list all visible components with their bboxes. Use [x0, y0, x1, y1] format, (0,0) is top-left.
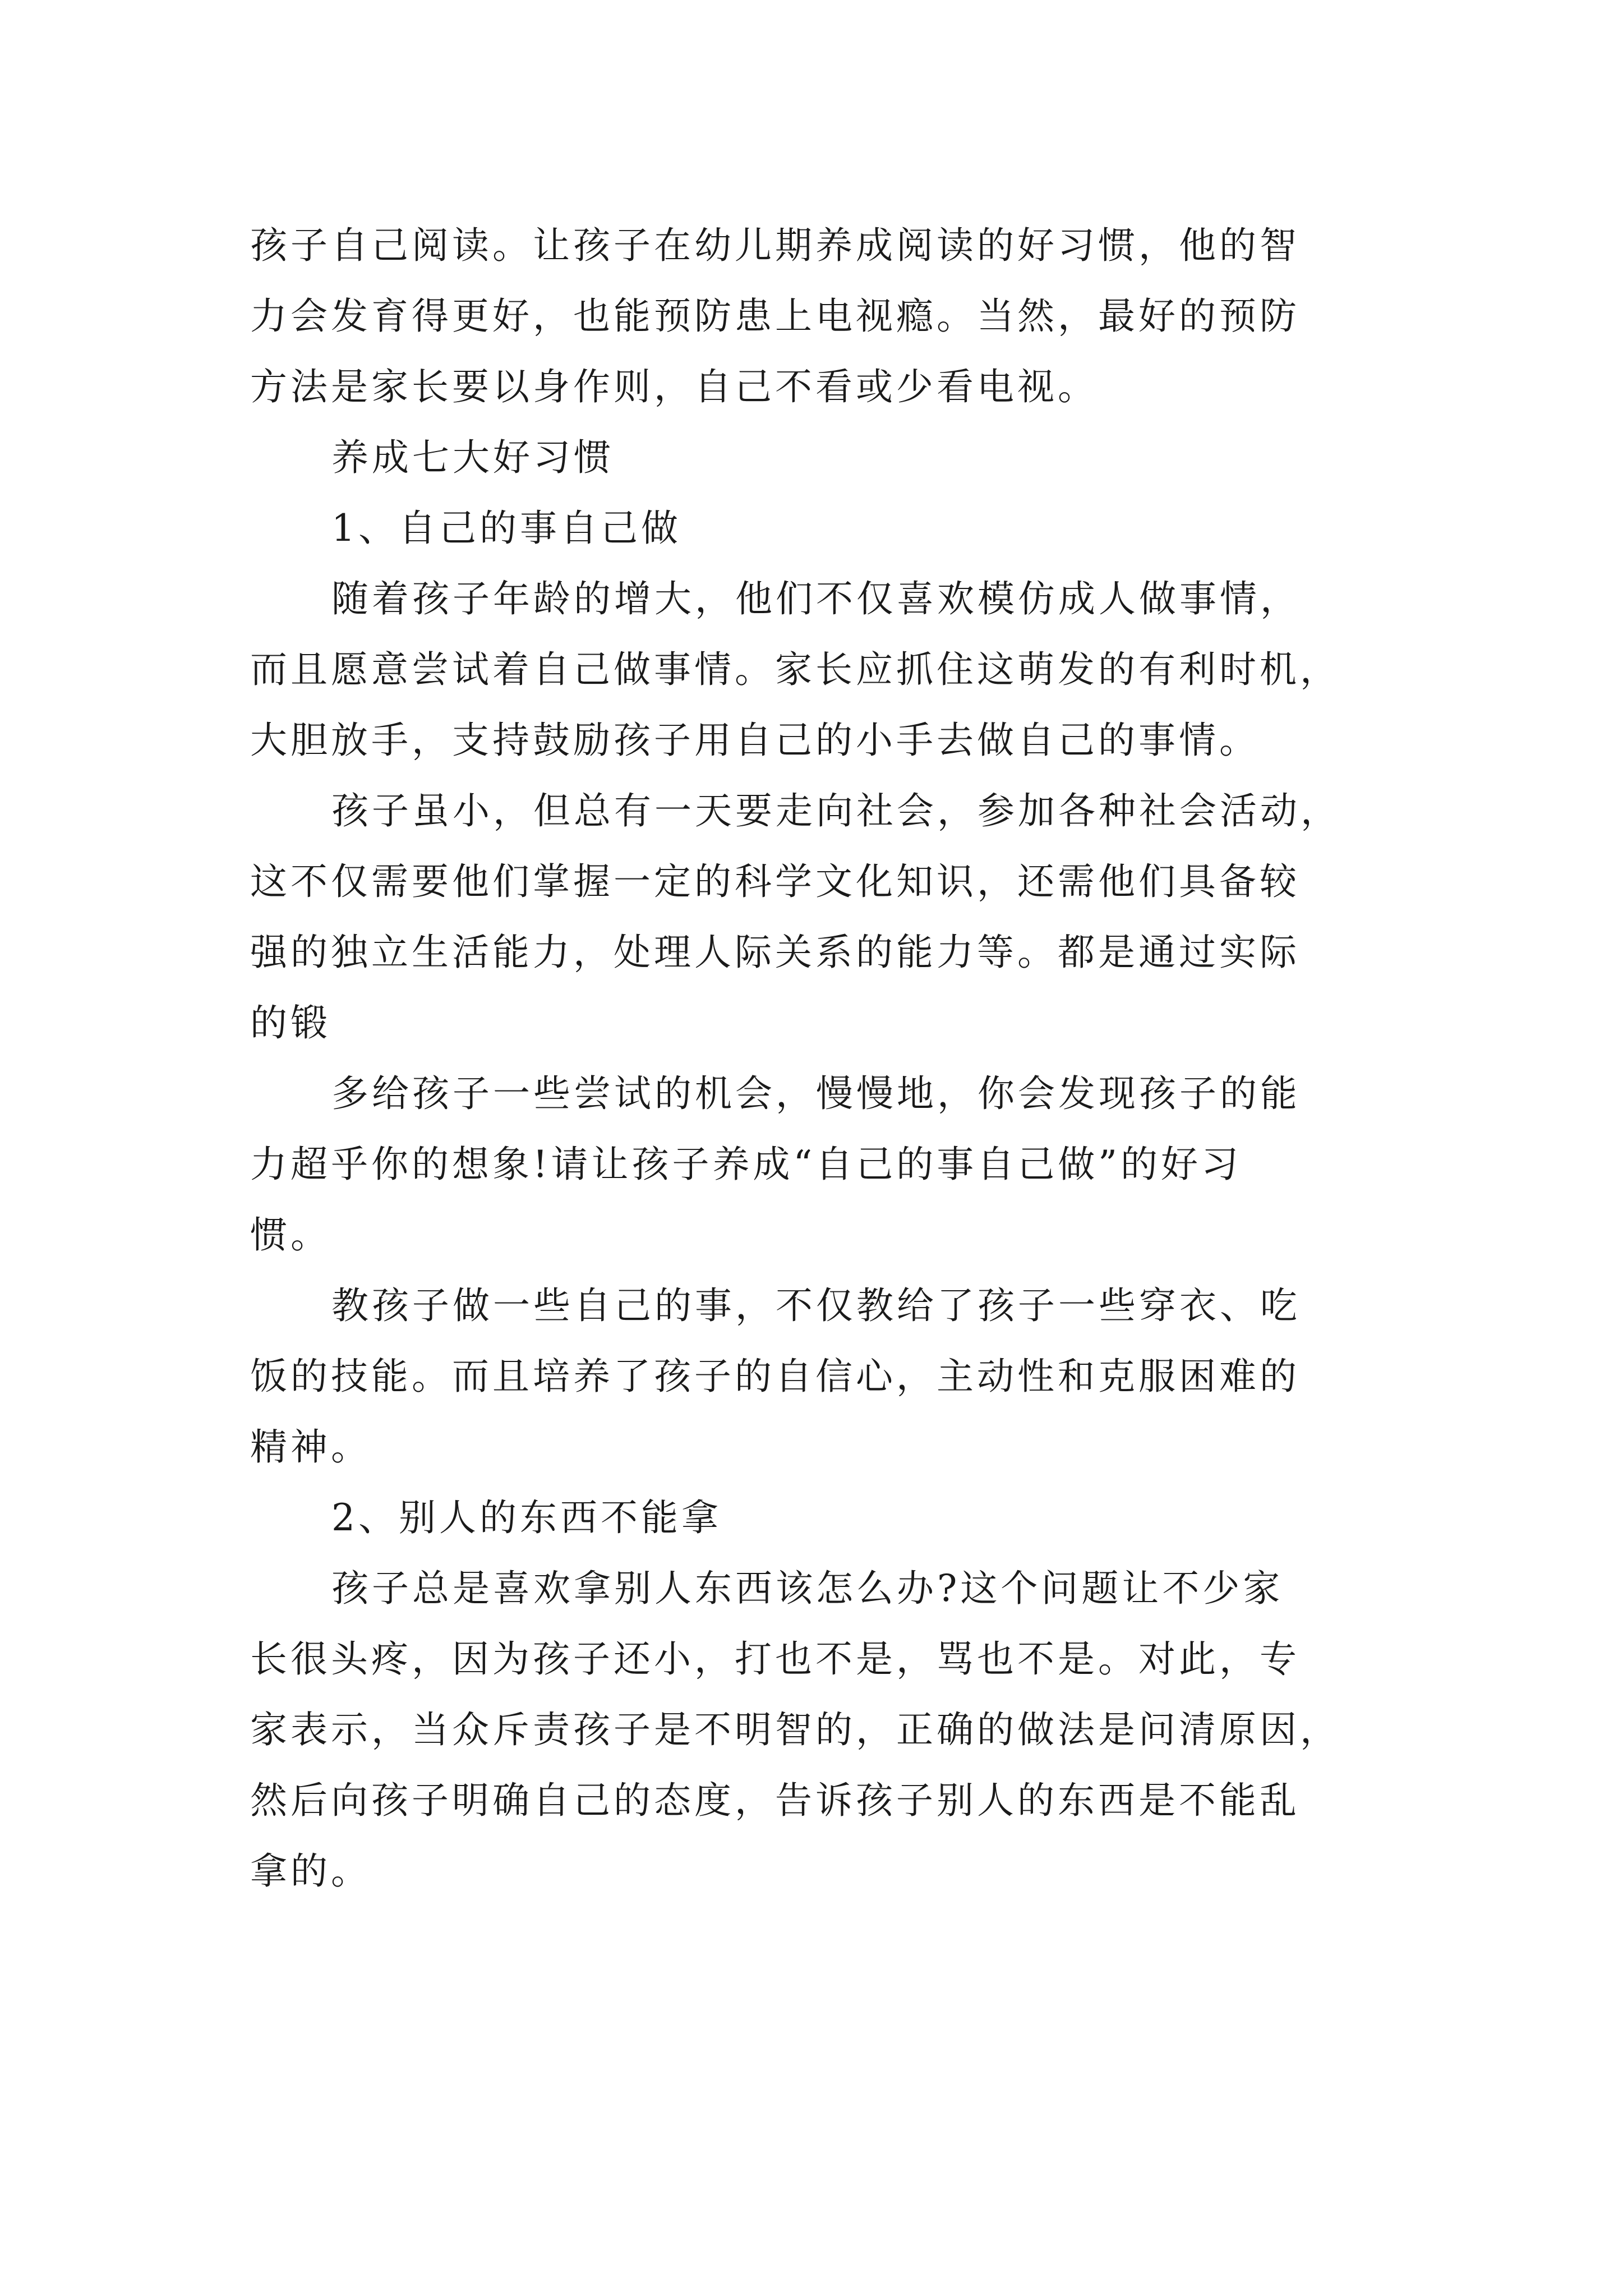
text-line: 力超乎你的想象!请让孩子养成“自己的事自己做”的好习: [250, 1143, 1242, 1186]
text-line: 孩子自己阅读。让孩子在幼儿期养成阅读的好习惯，他的智: [250, 224, 1300, 267]
text-line: 强的独立生活能力，处理人际关系的能力等。都是通过实际: [250, 931, 1300, 974]
paragraph: [250, 1271, 1389, 1483]
text-line: 饭的技能。而且培养了孩子的自信心，主动性和克服困难的: [250, 1355, 1300, 1398]
paragraph-continued: [250, 210, 1389, 422]
text-line: 多给孩子一些尝试的机会，慢慢地，你会发现孩子的能: [331, 1072, 1301, 1115]
heading-text: 养成七大好习惯: [331, 436, 614, 479]
text-line: 教孩子做一些自己的事，不仅教给了孩子一些穿衣、吃: [331, 1284, 1301, 1327]
heading-text: 2、别人的东西不能拿: [331, 1496, 722, 1539]
text-line: 的锻: [250, 1001, 331, 1045]
subheading-2: [250, 1483, 1389, 1553]
text-line: 拿的。: [250, 1849, 371, 1893]
heading-text: 1、自己的事自己做: [331, 507, 681, 550]
text-line: 这不仅需要他们掌握一定的科学文化知识，还需他们具备较: [250, 860, 1300, 903]
document-body: [250, 210, 1389, 1907]
text-line: 孩子总是喜欢拿别人东西该怎么办?这个问题让不少家: [331, 1567, 1284, 1610]
text-line: 长很头疼，因为孩子还小，打也不是，骂也不是。对此，专: [250, 1637, 1300, 1681]
text-line: 孩子虽小，但总有一天要走向社会，参加各种社会活动，: [331, 789, 1341, 832]
text-line: 精神。: [250, 1425, 371, 1469]
paragraph: [250, 564, 1389, 776]
text-line: 家表示，当众斥责孩子是不明智的，正确的做法是问清原因，: [250, 1708, 1340, 1751]
paragraph: [250, 1553, 1389, 1907]
text-line: 惯。: [250, 1213, 331, 1257]
text-line: 大胆放手，支持鼓励孩子用自己的小手去做自己的事情。: [250, 719, 1260, 762]
section-heading: [250, 422, 1389, 493]
paragraph: [250, 1059, 1389, 1271]
paragraph: [250, 776, 1389, 1059]
text-line: 方法是家长要以身作则，自己不看或少看电视。: [250, 365, 1098, 408]
text-line: 力会发育得更好，也能预防患上电视瘾。当然，最好的预防: [250, 295, 1300, 338]
text-line: 然后向孩子明确自己的态度，告诉孩子别人的东西是不能乱: [250, 1779, 1300, 1822]
subheading-1: [250, 493, 1389, 564]
text-line: 随着孩子年龄的增大，他们不仅喜欢模仿成人做事情，: [331, 577, 1301, 620]
text-line: 而且愿意尝试着自己做事情。家长应抓住这萌发的有利时机，: [250, 648, 1340, 691]
